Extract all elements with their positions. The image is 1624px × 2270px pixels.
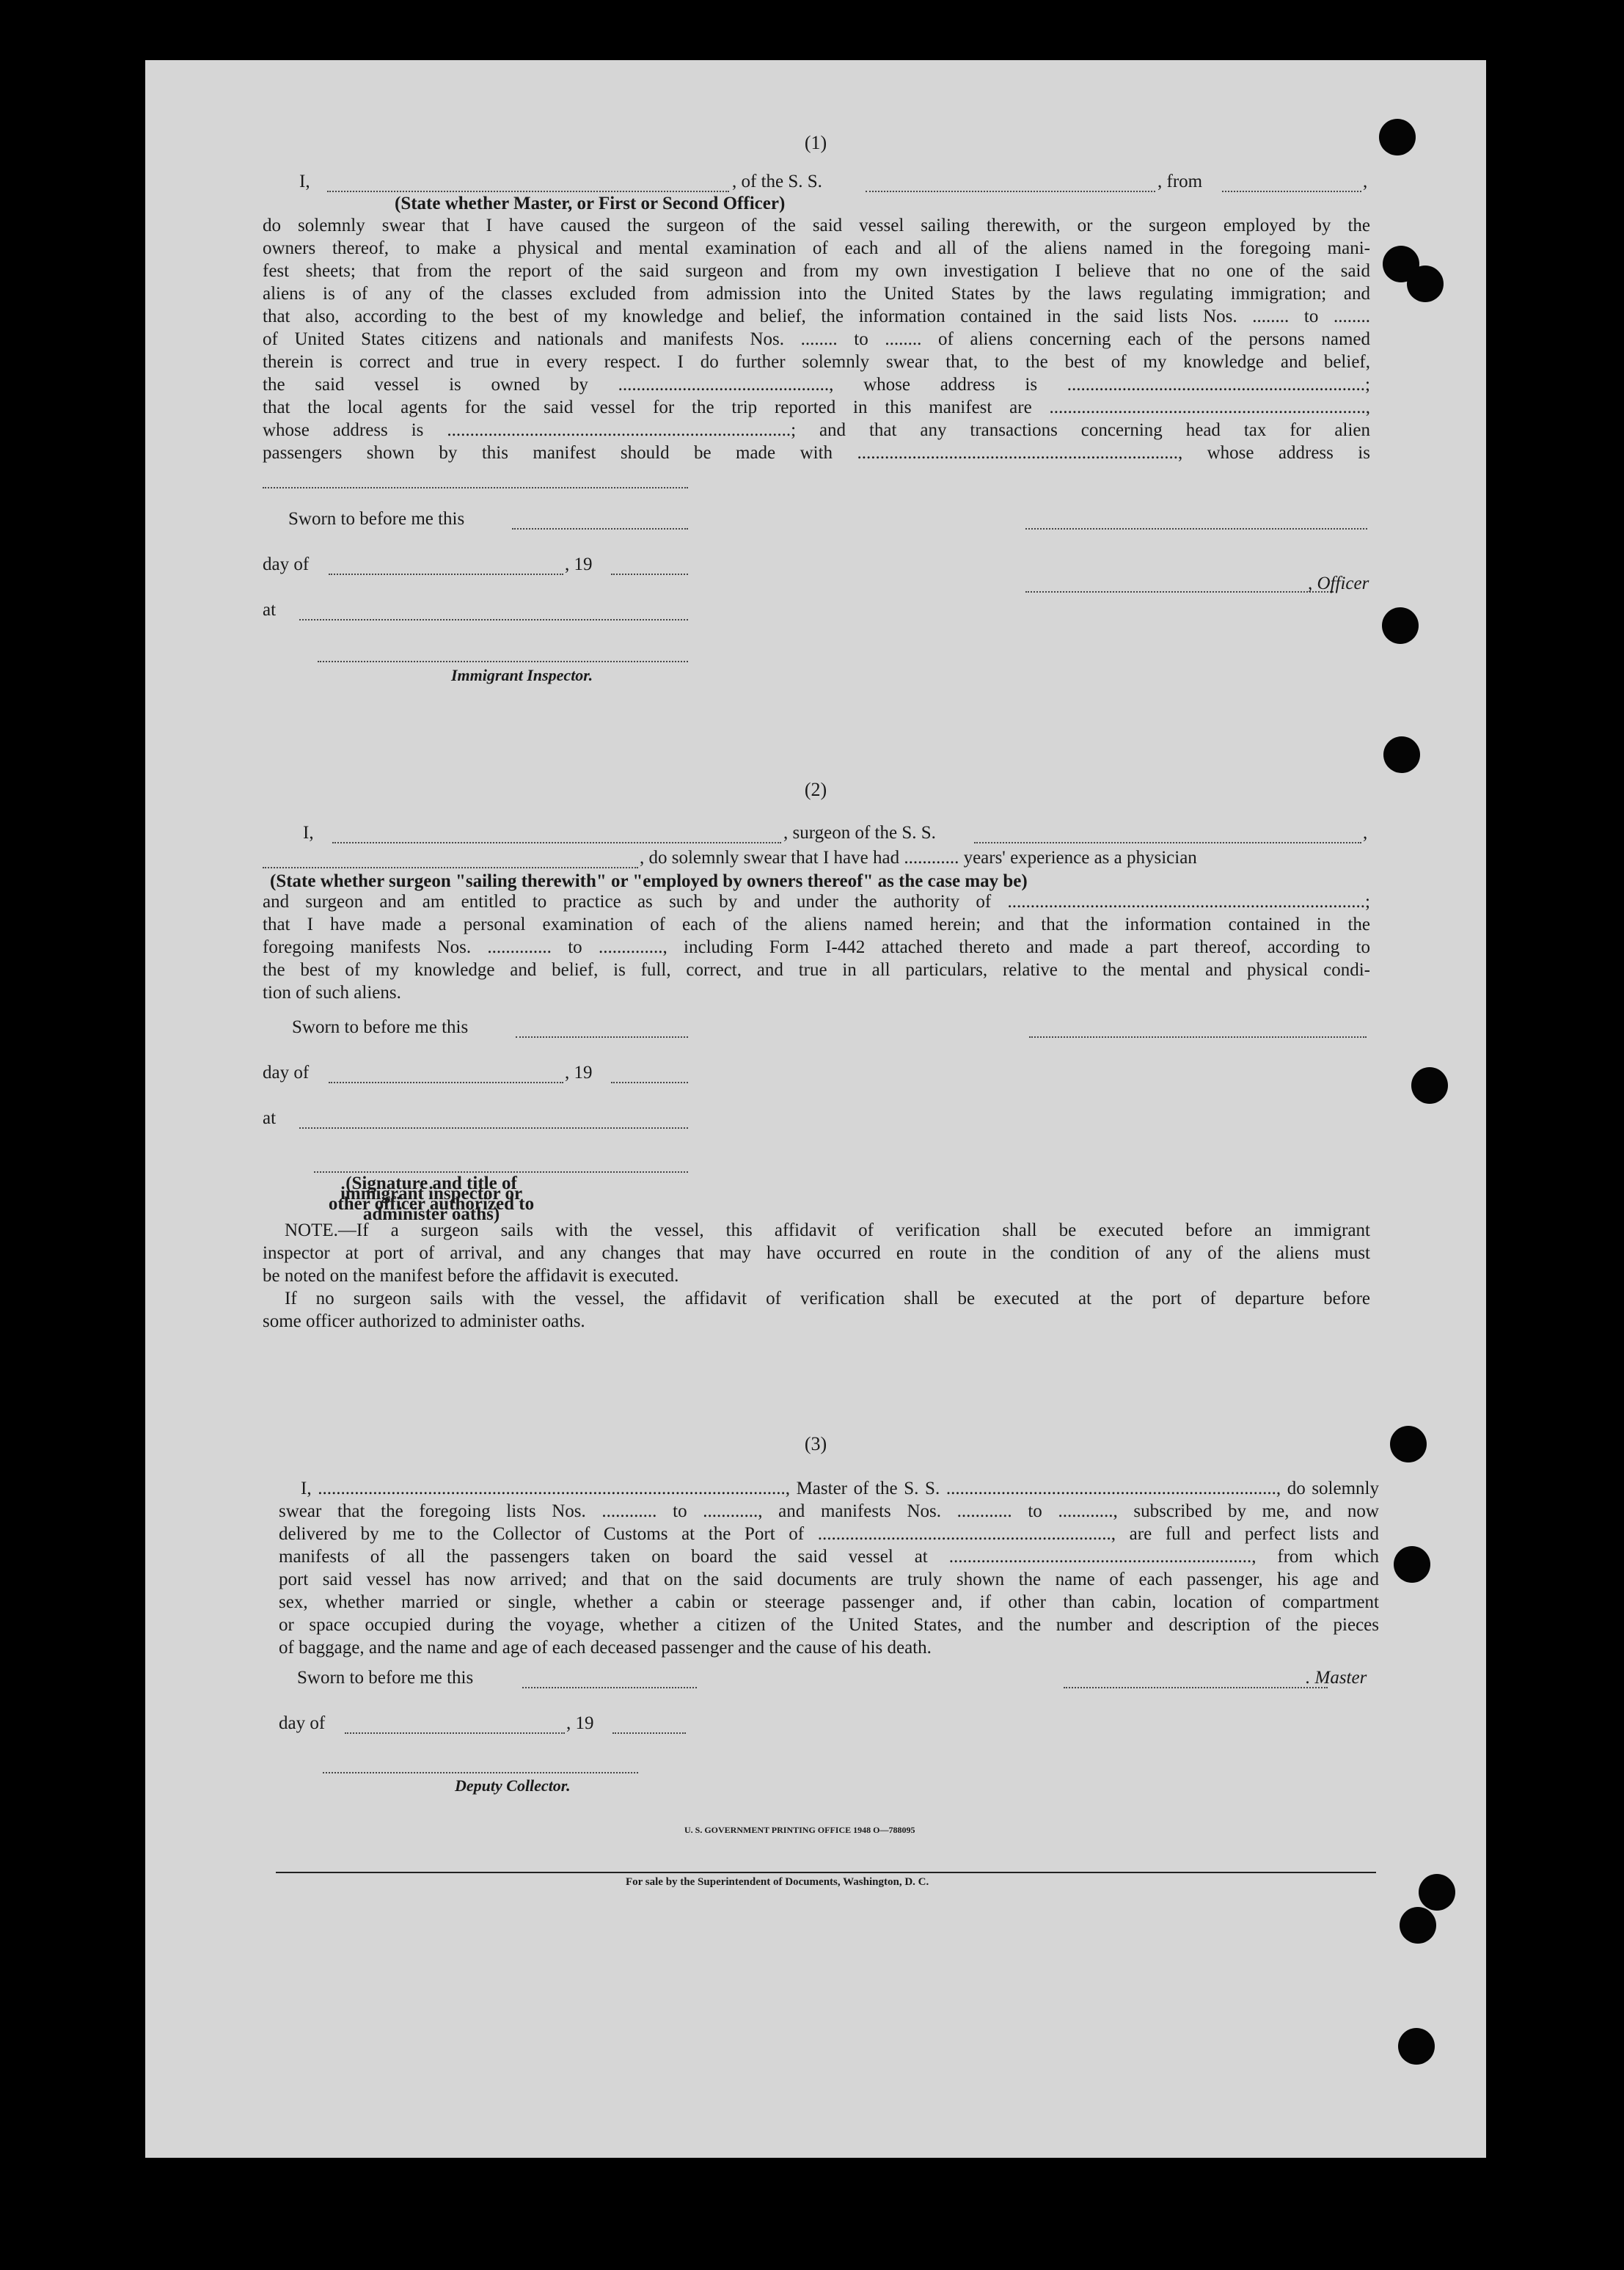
sworn-date-field-3[interactable] [522,1685,697,1688]
inspector-signature-field-2[interactable] [314,1170,688,1173]
deputy-collector-label: Deputy Collector. [455,1776,571,1795]
punch-hole [1400,1907,1436,1944]
officer-label: , Officer [1308,574,1369,593]
punch-hole [1394,1546,1430,1583]
section-1-heading: (1) [804,132,827,153]
master-signature-field[interactable] [1064,1685,1328,1688]
year-field-2[interactable] [611,1080,688,1083]
year-field-3[interactable] [612,1731,686,1734]
officer-name-field[interactable] [327,189,729,192]
master-label: . Master [1306,1668,1367,1688]
punch-hole [1379,119,1416,155]
punch-hole [1411,1067,1448,1104]
signature-title-note: (Signature and title of immigrant inspector or other officer authorized to administer oaths) [328,1174,535,1224]
address-continuation-field[interactable] [263,486,688,488]
surgeon-type-field[interactable] [263,865,638,868]
day-of-field-3[interactable] [345,1731,565,1734]
section-3-heading: (3) [804,1433,827,1454]
at-field-2[interactable] [299,1126,688,1129]
top-right-sig-line-1[interactable] [1025,527,1367,530]
punch-hole [1398,2028,1435,2065]
officer-signature-field[interactable] [1025,590,1334,593]
inspector-signature-field[interactable] [318,659,688,662]
surgeon-name-field[interactable] [332,841,781,843]
sworn-date-field-1[interactable] [512,527,688,530]
surgeon-vessel-field[interactable] [974,841,1361,843]
day-of-field-2[interactable] [329,1080,563,1083]
vessel-name-field[interactable] [866,189,1155,192]
punch-hole [1407,266,1444,302]
form-page: (1) I, , of the S. S. , from , (State whether Master, or First or Second Officer) do solemnly swear that I have caused the surgeon of the said vessel sailing therewith, or the surgeon employed by the owners thereof, to make a physical and mental examination of each and all of the aliens named in the foregoing mani- fest sheets; that from the report of the said surgeon and from my own investigation I believe that no one of the said aliens is of any of the classes excluded from admission into the United States by the laws regulating immigration; and that also, according to the best of my knowledge and belief, the information contained in the said lists Nos. ........ to ........ of United States citizens and nationals and manifests Nos. ........ to ........ of aliens concerning each of the persons named therein is correct and true in every respect. I do further solemnly swear that, to the best of my knowledge and belief, the said vessel is owned by .............................................., whose address is .................................................................; that the local agents for the said vessel for the trip reported in this manifest are ....................................................................., whose address is ...........................................................................; and that any transactions concerning head tax for alien passengers shown by this manifest should be made with ......................................................................, whose address is Sworn to before me this day of , 19 , Officer at Immigrant Inspector. (2) I, , surgeon of the S. S. , , do solemnly swear that I have had ............ years' experience as a physician (State whether surgeon "sailing therewith" or "employed by owners thereof" as the case may be) and surgeon and am entitled to practice as such by and under the authority of ..............................................................................; that I have made a personal examination of each of the aliens named herein; and that the information contained in the foregoing manifests Nos. .............. to .............., including Form I-442 attached thereto and made a part thereof, according to the best of my knowledge and belief, is full, correct, and true in all particulars, relative to the mental and physical condi- tion of such aliens. Sworn to before me this day of , 19 at (Signature and title of immigrant inspector or other officer authorized to administer oaths) NOTE.—If a surgeon sails with the vessel, this affidavit of verification shall be executed before an immigrant inspector at port of arrival, and any changes that may have occurred en route in the condition of any of the aliens must be noted on the manifest before the affidavit is executed. If no surgeon sails with the vessel, the affidavit of verification shall be executed at the port of departure before some officer authorized to administer oaths. (3) I, ......................................................................................................, Master of the S. S. ........................................................................, do solemnly swear that the foregoing lists Nos. ............ to ............, and manifests Nos. ............ to ............, subscribed by me, and now delivered by me to the Collector of Customs at the Port of ................................................................, are full and perfect lists and manifests of all the passengers taken on board the said vessel at .................................................................., from which port said vessel has now arrived; and that on the said documents are truly shown the name of each passenger, his age and sex, whether married or single, whether a cabin or steerage passenger and, if other than cabin, location of compartment or space occupied during the voyage, whether a citizen of the United States, and the number and description of the pieces of baggage, and the name and age of each deceased passenger and the cause of his death. Sworn to before me this . Master day of , 19 Deputy Collector. U. S. GOVERNMENT PRINTING OFFICE 1948 O—788095 For sale by the Superintendent of Documents, Washington, D. C. [145,60,1486,2158]
punch-hole [1382,607,1419,644]
at-field-1[interactable] [299,618,688,620]
punch-hole [1419,1874,1455,1911]
immigrant-inspector-label: Immigrant Inspector. [451,666,593,684]
punch-hole [1383,736,1420,773]
surgeon-type-note: (State whether surgeon "sailing therewith" or "employed by owners thereof" as the case may be) [270,871,1028,891]
year-field-1[interactable] [611,572,688,575]
punch-hole [1390,1426,1427,1462]
section-2-heading: (2) [804,779,827,800]
day-of-field-1[interactable] [329,572,563,575]
footer-rule [276,1872,1376,1873]
surgeon-signature-field[interactable] [1029,1035,1367,1038]
sale-notice: For sale by the Superintendent of Documents, Washington, D. C. [626,1876,929,1888]
sworn-date-field-2[interactable] [516,1035,688,1038]
from-port-field[interactable] [1222,189,1361,192]
collector-signature-field[interactable] [323,1771,638,1773]
rank-note: (State whether Master, or First or Second Officer) [395,194,786,213]
printing-office-line: U. S. GOVERNMENT PRINTING OFFICE 1948 O—788095 [684,1825,915,1835]
